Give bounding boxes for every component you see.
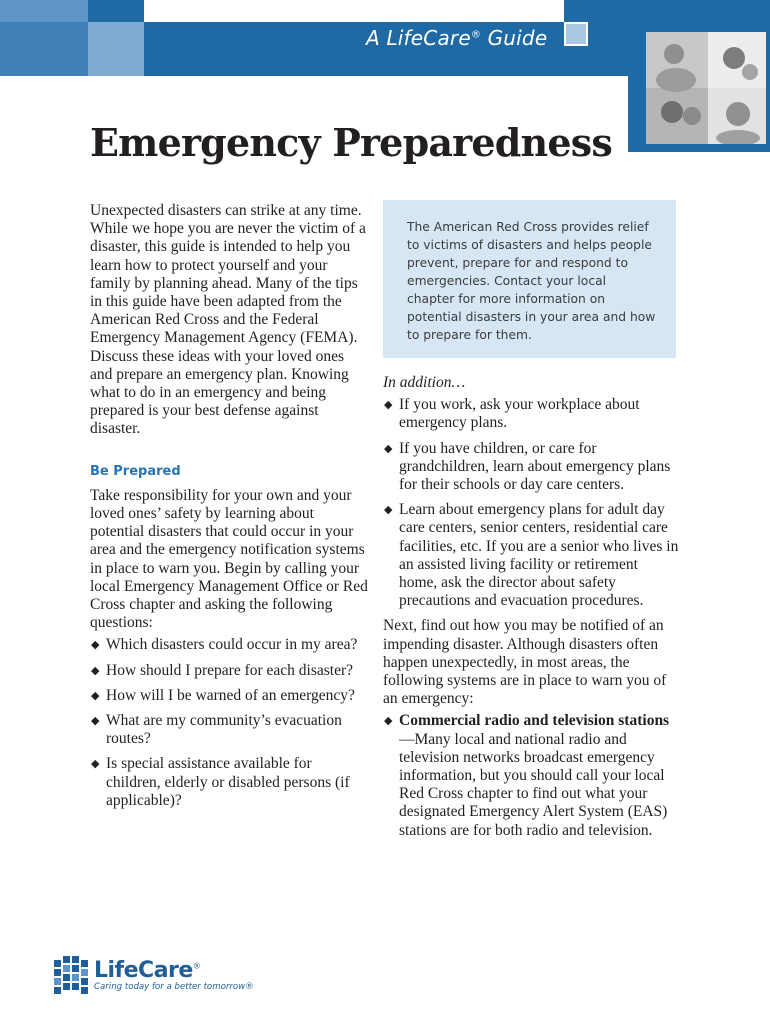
page-title: Emergency Preparedness: [90, 120, 612, 165]
bullet-diamond-icon: ◆: [384, 715, 393, 728]
list-item: ◆ Learn about emergency plans for adult day care centers, senior centers, residential care facilities, etc. If you are a senior who lives in an assisted living facility or retirement home, ask the director about safety precautions and evacuation procedures.: [384, 501, 679, 610]
bullet-diamond-icon: ◆: [91, 715, 100, 728]
family-photo-collage: [646, 32, 766, 144]
list-item: ◆ If you have children, or care for grandchildren, learn about emergency plans for their schools or day care centers.: [384, 439, 671, 494]
logo-tagline: Caring today for a better tomorrow®: [94, 982, 254, 992]
list-item: ◆ Is special assistance available for children, elderly or disabled persons (if applicable)?: [91, 755, 350, 809]
next-paragraph: Next, find out how you may be notified of an impending disaster. Although disasters often happen unexpectedly, in most areas, the following systems are in place to warn you of an emergency:: [383, 617, 667, 708]
bullet-diamond-icon: ◆: [384, 442, 393, 455]
header-decor-small-square: [564, 22, 588, 46]
notification-list: [383, 712, 679, 839]
left-column: [90, 202, 370, 817]
header-decor-square: [0, 0, 88, 22]
in-addition-lead: In addition…: [383, 374, 466, 391]
notification-term: Commercial radio and television stations: [399, 712, 670, 730]
header-decor-strip: [144, 0, 564, 22]
red-cross-info-box: The American Red Cross provides relief to victims of disasters and helps people prevent, prepare for and respond to emergencies. Contact your local chapter for more information on potential disasters in your area and how to prepare for them.: [383, 200, 676, 358]
guide-label: A LifeCare® Guide: [366, 26, 548, 50]
in-addition-list: [383, 396, 679, 610]
bullet-diamond-icon: ◆: [91, 689, 100, 702]
be-prepared-paragraph: Take responsibility for your own and your loved ones’ safety by learning about potential disasters that could occur in your area and the emergency notification systems in place to warn you. Begin by calling your local Emergency Management Office or Red Cross chapter and asking the following questions:: [90, 486, 368, 632]
list-item: ◆ Which disasters could occur in my area?: [91, 636, 358, 654]
questions-list: [90, 636, 370, 810]
logo-wordmark: LifeCare®: [94, 958, 201, 983]
list-item: ◆ If you work, ask your workplace about emergency plans.: [384, 396, 640, 432]
notification-text: —Many local and national radio and television networks broadcast emergency information, but you should call your local Red Cross chapter to find out what your designated Emergency Alert System (EAS) stations are for both radio and television.: [399, 730, 668, 839]
header-decor-square: [88, 22, 144, 76]
right-column: [383, 374, 679, 847]
list-item: [383, 712, 679, 839]
list-item: ◆ What are my community’s evacuation routes?: [91, 712, 342, 748]
bullet-diamond-icon: ◆: [91, 758, 100, 771]
bullet-diamond-icon: ◆: [91, 639, 100, 652]
bullet-diamond-icon: ◆: [384, 399, 393, 412]
intro-paragraph: Unexpected disasters can strike at any time. While we hope you are never the victim of a disaster, this guide is intended to help you learn how to protect yourself and your family by planning ahead. Many of the tips in this guide have been adapted from the American Red Cross and the Federal Emergency Management Agency (FEMA). Discuss these ideas with your loved ones and prepare an emergency plan. Knowing what to do in an emergency and being prepared is your best defense against disaster.: [90, 202, 366, 438]
be-prepared-heading: Be Prepared: [90, 463, 181, 479]
bullet-diamond-icon: ◆: [91, 664, 100, 677]
bullet-diamond-icon: ◆: [384, 504, 393, 517]
list-item: ◆ How will I be warned of an emergency?: [91, 686, 355, 704]
list-item: ◆ How should I prepare for each disaster?: [91, 661, 354, 679]
header-decor-square: [0, 22, 88, 76]
